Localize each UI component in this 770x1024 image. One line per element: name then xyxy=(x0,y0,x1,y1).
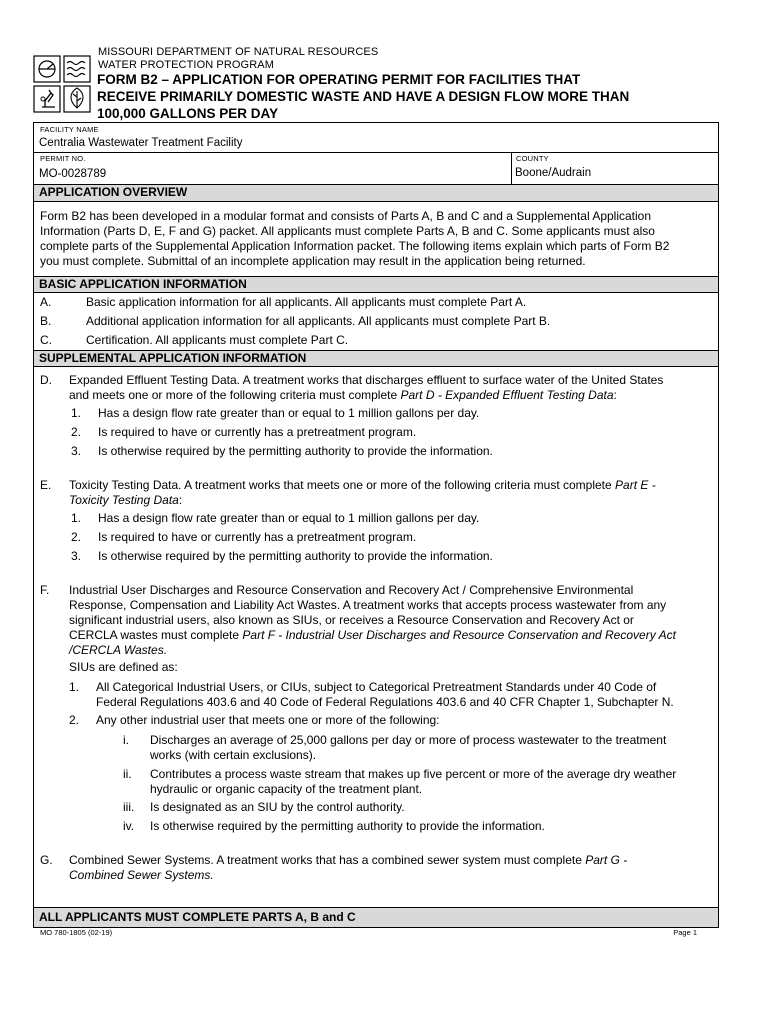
overview-text: you must complete. Submittal of an incomplete application may result in the application being returned. xyxy=(40,254,586,268)
list-item-letter: C. xyxy=(40,333,52,347)
list-item-number: 1. xyxy=(69,680,80,694)
list-item: Certification. All applicants must complete Part C. xyxy=(86,333,349,347)
list-item: Federal Regulations 403.6 and 40 Code of Federal Regulations 403.6 and 40 CFR Chapter 1, Subchapter N. xyxy=(96,695,674,709)
list-item: Is otherwise required by the permitting authority to provide the information. xyxy=(98,549,493,563)
dnr-logo xyxy=(33,55,91,113)
sub-item-number: iv. xyxy=(123,819,135,833)
part-reference: Combined Sewer Systems. xyxy=(69,868,214,882)
sius-definition-label: SIUs are defined as: xyxy=(69,660,178,674)
facility-name-label: FACILITY NAME xyxy=(40,125,99,134)
text-span: Combined Sewer Systems. A treatment works that has a combined sewer system must complete xyxy=(69,853,586,867)
list-item-number: 1. xyxy=(71,406,82,420)
county-field[interactable]: Boone/Audrain xyxy=(515,167,592,179)
part-reference: Part G - xyxy=(585,853,628,867)
list-item: Is otherwise required by the permitting authority to provide the information. xyxy=(98,444,493,458)
part-reference: Part E - xyxy=(615,478,656,492)
supplemental-application-heading: SUPPLEMENTAL APPLICATION INFORMATION xyxy=(34,351,718,366)
section-d-text xyxy=(69,388,617,403)
list-item-number: 3. xyxy=(71,549,82,563)
form-body xyxy=(33,122,719,928)
basic-application-heading: BASIC APPLICATION INFORMATION xyxy=(34,277,718,292)
list-item-number: 2. xyxy=(71,425,82,439)
sub-item: Is designated as an SIU by the control authority. xyxy=(150,800,405,814)
form-title-line: 100,000 GALLONS PER DAY xyxy=(97,106,279,121)
overview-text: Information (Parts D, E, F and G) packet. All applicants must complete Parts A, B and C. Some applicants must also xyxy=(40,224,655,238)
divider xyxy=(34,201,718,202)
list-item-number: 3. xyxy=(71,444,82,458)
list-item: Is required to have or currently has a pretreatment program. xyxy=(98,530,417,544)
sub-item: hydraulic or organic capacity of the treatment plant. xyxy=(150,782,423,796)
divider xyxy=(511,152,512,185)
text-span: CERCLA wastes must complete xyxy=(69,628,243,642)
list-item: Has a design flow rate greater than or equal to 1 million gallons per day. xyxy=(98,406,480,420)
sub-item: Is otherwise required by the permitting authority to provide the information. xyxy=(150,819,545,833)
sub-item-number: i. xyxy=(123,733,129,747)
permit-number-field[interactable]: MO-0028789 xyxy=(39,168,107,180)
section-f-text: significant industrial users, also known as SIUs, or receives a Resource Conservation and Recovery Act or xyxy=(69,613,634,627)
list-item-number: 1. xyxy=(71,511,82,525)
divider xyxy=(34,292,718,293)
application-overview-heading: APPLICATION OVERVIEW xyxy=(34,185,718,201)
text-span: Toxicity Testing Data. A treatment works that meets one or more of the following criteria must complete xyxy=(69,478,616,492)
list-item: Has a design flow rate greater than or equal to 1 million gallons per day. xyxy=(98,511,480,525)
section-e-text xyxy=(69,493,182,508)
section-e-text xyxy=(69,478,656,493)
list-item: All Categorical Industrial Users, or CIUs, subject to Categorical Pretreatment Standards under 40 Code of xyxy=(96,680,657,694)
text-span: and meets one or more of the following criteria must complete xyxy=(69,388,401,402)
program-name: WATER PROTECTION PROGRAM xyxy=(98,59,274,71)
form-number: MO 780-1805 (02-19) xyxy=(40,928,113,937)
list-item-number: 2. xyxy=(71,530,82,544)
department-name: MISSOURI DEPARTMENT OF NATURAL RESOURCES xyxy=(98,46,379,58)
list-item: Any other industrial user that meets one or more of the following: xyxy=(96,713,440,727)
section-letter: D. xyxy=(40,373,52,387)
facility-name-field[interactable]: Centralia Wastewater Treatment Facility xyxy=(39,137,243,149)
section-letter: G. xyxy=(40,853,53,867)
divider xyxy=(34,366,718,367)
section-f-text xyxy=(69,628,676,643)
part-reference: Part F - Industrial User Discharges and Resource Conservation and Recovery Act xyxy=(242,628,676,642)
part-reference: Toxicity Testing Data xyxy=(69,493,179,507)
form-title-line: RECEIVE PRIMARILY DOMESTIC WASTE AND HAVE A DESIGN FLOW MORE THAN xyxy=(97,89,630,104)
list-item-letter: A. xyxy=(40,295,52,309)
page-number: Page 1 xyxy=(673,928,697,937)
form-title-line: FORM B2 – APPLICATION FOR OPERATING PERMIT FOR FACILITIES THAT xyxy=(97,72,581,87)
list-item: Basic application information for all applicants. All applicants must complete Part A. xyxy=(86,295,527,309)
all-applicants-notice: ALL APPLICANTS MUST COMPLETE PARTS A, B and C xyxy=(34,908,718,927)
list-item-letter: B. xyxy=(40,314,52,328)
section-letter: E. xyxy=(40,478,52,492)
overview-text: Form B2 has been developed in a modular format and consists of Parts A, B and C and a Supplemental Application xyxy=(40,209,652,223)
permit-number-label: PERMIT NO. xyxy=(40,154,86,163)
sub-item-number: ii. xyxy=(123,767,132,781)
section-letter: F. xyxy=(40,583,50,597)
sub-item: works (with certain exclusions). xyxy=(150,748,317,762)
form-title xyxy=(97,71,697,122)
part-reference: /CERCLA Wastes. xyxy=(69,643,168,657)
section-d-text: Expanded Effluent Testing Data. A treatment works that discharges effluent to surface water of the United States xyxy=(69,373,664,387)
sub-item: Contributes a process waste stream that makes up five percent or more of the average dry weather xyxy=(150,767,677,781)
list-item: Additional application information for all applicants. All applicants must complete Part B. xyxy=(86,314,551,328)
part-reference: Part D - Expanded Effluent Testing Data xyxy=(400,388,614,402)
county-label: COUNTY xyxy=(516,154,549,163)
section-f-text: Industrial User Discharges and Resource Conservation and Recovery Act / Comprehensive Environmental xyxy=(69,583,634,597)
list-item: Is required to have or currently has a pretreatment program. xyxy=(98,425,417,439)
sub-item-number: iii. xyxy=(123,800,135,814)
text-span: : xyxy=(178,493,183,507)
text-span: : xyxy=(613,388,617,402)
overview-text: complete parts of the Supplemental Application Information packet. The following items explain which parts of Form B2 xyxy=(40,239,670,253)
divider xyxy=(34,152,718,153)
sub-item: Discharges an average of 25,000 gallons per day or more of process wastewater to the treatment xyxy=(150,733,667,747)
section-g-text xyxy=(69,853,627,868)
section-f-text: Response, Compensation and Liability Act Wastes. A treatment works that accepts process wastewater from any xyxy=(69,598,667,612)
list-item-number: 2. xyxy=(69,713,80,727)
